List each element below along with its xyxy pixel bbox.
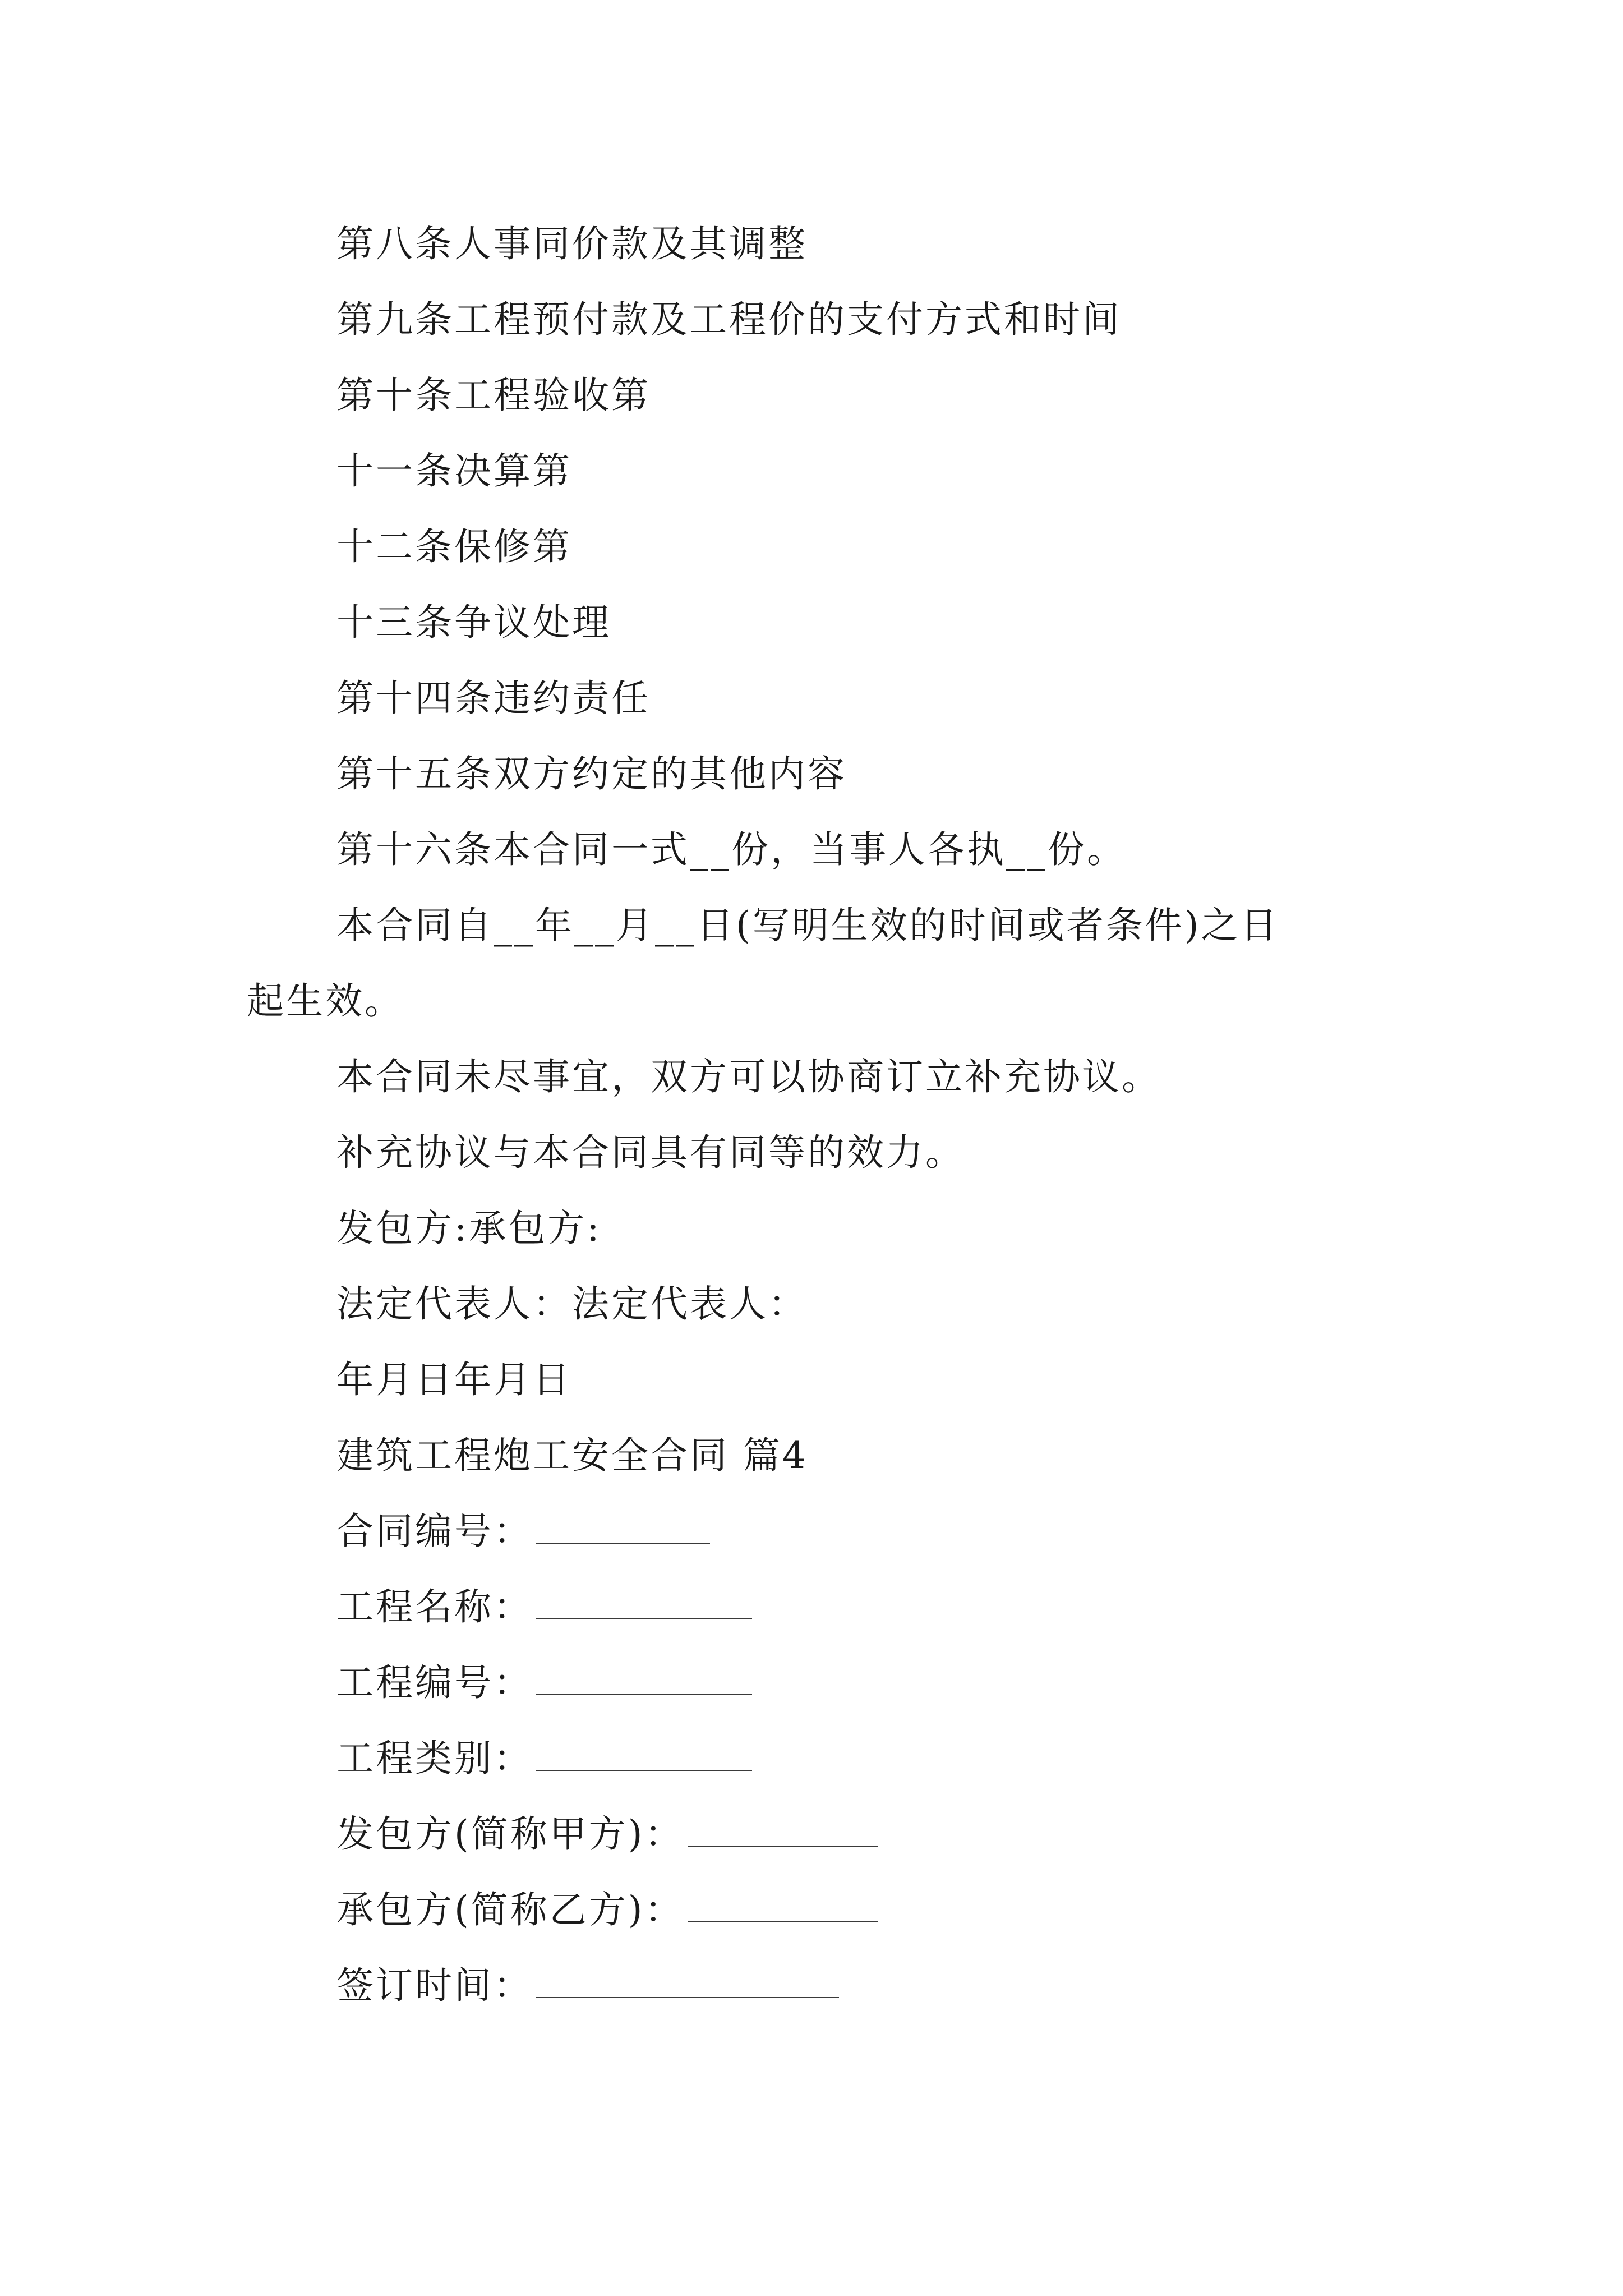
field-label: 工程编号： — [336, 1661, 533, 1704]
clause-14: 第十四条违约责任 — [336, 677, 651, 720]
supplement-note: 本合同未尽事宜，双方可以协商订立补充协议。 — [336, 1055, 1161, 1098]
fill-in-blank — [536, 1585, 752, 1619]
field-label: 签订时间： — [336, 1964, 533, 2007]
clause-12: 十二条保修第 — [336, 525, 572, 568]
clause-10: 第十条工程验收第 — [336, 374, 651, 417]
fill-in-blank — [536, 1736, 752, 1771]
legal-representatives: 法定代表人：法定代表人： — [336, 1282, 808, 1326]
signing-time-field — [336, 1958, 839, 2014]
project-number-field — [336, 1655, 752, 1711]
clause-15: 第十五条双方约定的其他内容 — [336, 752, 847, 795]
fill-in-blank — [688, 1888, 878, 1922]
field-label: 承包方(简称乙方)： — [336, 1888, 684, 1931]
clause-13: 十三条争议处理 — [336, 601, 611, 644]
section-heading: 建筑工程炮工安全合同 篇4 — [336, 1434, 808, 1477]
clause-11: 十一条决算第 — [336, 449, 572, 493]
fill-in-blank — [536, 1509, 710, 1544]
supplement-effect: 补充协议与本合同具有同等的效力。 — [336, 1131, 965, 1174]
field-label: 工程类别： — [336, 1737, 533, 1780]
field-label: 合同编号： — [336, 1510, 533, 1553]
fill-in-blank — [688, 1812, 878, 1847]
field-label: 工程名称： — [336, 1585, 533, 1628]
clause-16: 第十六条本合同一式__份，当事人各执__份。 — [336, 828, 1126, 871]
clause-8: 第八条人事同价款及其调整 — [336, 222, 808, 265]
party-a-field — [336, 1806, 878, 1862]
project-category-field — [336, 1731, 752, 1787]
party-signatures: 发包方:承包方: — [336, 1207, 602, 1250]
effective-date-continuation: 起生效。 — [247, 979, 404, 1023]
signature-dates: 年月日年月日 — [336, 1358, 572, 1401]
effective-date-text: 本合同自__年__月__日(写明生效的时间或者条件)之日 — [336, 904, 1280, 947]
contract-number-field — [336, 1503, 710, 1559]
clause-9: 第九条工程预付款及工程价的支付方式和时间 — [336, 298, 1122, 341]
project-name-field — [336, 1579, 752, 1635]
field-label: 发包方(简称甲方)： — [336, 1812, 684, 1856]
party-b-field — [336, 1882, 878, 1938]
fill-in-blank — [536, 1963, 839, 1998]
fill-in-blank — [536, 1660, 752, 1695]
